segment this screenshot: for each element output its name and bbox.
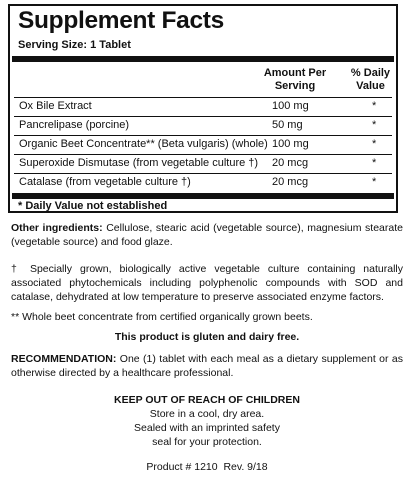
ingredient-name: Organic Beet Concentrate** (Beta vulgaris) (whole) [19,138,268,150]
other-ingredients-text: Cellulose, stearic acid (vegetable source), magnesium stearate (vegetable source) and food glaze. [11,222,403,248]
recommendation-label: RECOMMENDATION: [11,353,117,365]
beet-note: ** Whole beet concentrate from certified organically grown beets. [11,311,313,323]
ingredient-name: Ox Bile Extract [19,100,92,112]
ingredient-dv: * [372,157,377,169]
dagger-note: † Specially grown, biologically active vegetable culture containing naturally associated phytochemicals including polyphenolic compounds with SOD and catalase, dehydrated at low temperature to preserve associated enzyme factors. [11,263,403,303]
ingredient-amount: 50 mg [272,119,303,131]
facts-title: Supplement Facts [18,7,224,34]
ingredient-dv: * [372,176,377,188]
thick-divider-bottom [12,193,394,199]
ingredient-dv: * [372,138,377,150]
other-ingredients-label: Other ingredients: [11,222,103,234]
ingredient-name: Superoxide Dismutase (from vegetable culture †) [19,157,259,169]
header-amount-text: Amount Per Serving [263,67,327,92]
ingredient-amount: 20 mcg [272,157,309,169]
recommendation [11,352,403,380]
header-amount-per-serving [246,67,344,93]
ingredient-dv: * [372,100,377,112]
product-number: Product # 1210 Rev. 9/18 [146,461,268,473]
table-row [10,135,396,154]
other-ingredients [11,221,403,249]
table-row [10,173,396,192]
ingredient-name: Catalase (from vegetable culture †) [19,176,191,188]
storage-line-1: Store in a cool, dry area. [149,408,265,420]
header-daily-value [343,67,398,93]
ingredient-amount: 100 mg [272,138,309,150]
header-dv-text: % Daily Value [350,67,391,92]
ingredient-amount: 100 mg [272,100,309,112]
supplement-facts-panel [8,4,398,213]
storage-line-3: seal for your protection. [152,436,262,448]
daily-value-footnote: * Daily Value not established [18,200,168,212]
table-row [10,154,396,173]
ingredient-amount: 20 mcg [272,176,309,188]
storage-line-2: Sealed with an imprinted safety [134,422,280,434]
thick-divider-top [12,56,394,62]
gluten-free-statement: This product is gluten and dairy free. [114,331,300,343]
ingredient-name: Pancrelipase (porcine) [19,119,130,131]
table-row [10,116,396,135]
table-row [10,97,396,116]
ingredient-dv: * [372,119,377,131]
recommendation-text: One (1) tablet with each meal as a dietary supplement or as otherwise directed by a healthcare professional. [11,353,403,379]
warning-title: KEEP OUT OF REACH OF CHILDREN [114,394,300,406]
serving-size: Serving Size: 1 Tablet [18,39,131,51]
